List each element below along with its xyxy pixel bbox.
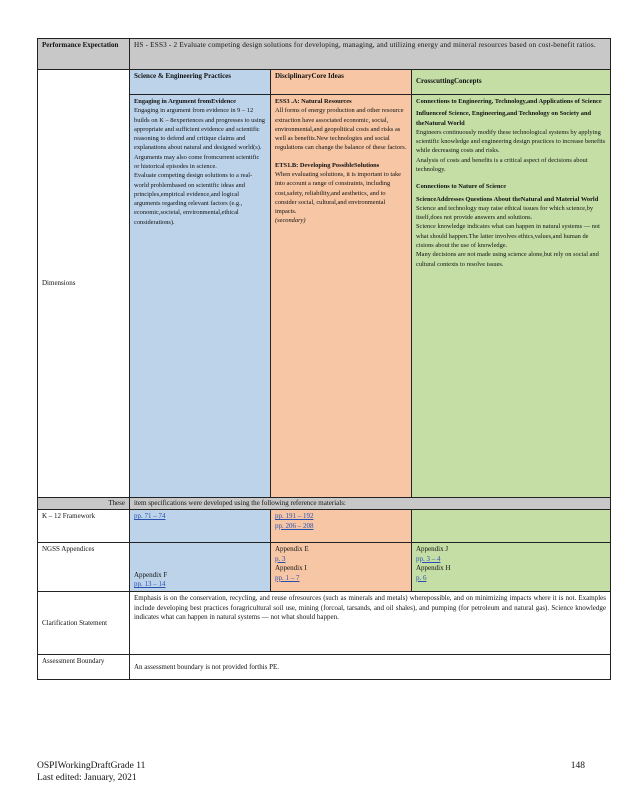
ngss-sep-link[interactable]: pp. 13 – 14 (134, 580, 166, 588)
sep-body: Engaging in argument from evidence in 9 – 12 builds on K – 8experiences and progresses to using appropriate and sufficient evidence and scientific reasoning to defend and critique claims and explanations about natural and designed world(s). Arguments may also come fromcurrent scientific or historical episodes in science. (134, 107, 265, 170)
footer-title: OSPIWorkingDraftGrade 11 (37, 761, 146, 771)
ngss-label: NGSS Appendices (38, 543, 130, 592)
ngss-ccc-appendix-1: Appendix J (416, 545, 449, 554)
ngss-sep (130, 543, 271, 592)
pe-row (38, 39, 611, 70)
assessment-row (38, 655, 611, 680)
ccc-bullet-2 (416, 156, 606, 175)
ccc-bullet-3 (416, 204, 606, 223)
k12-dci-link-1[interactable]: pp. 191 – 192 (275, 512, 314, 521)
dimensions-label: Dimensions (38, 70, 130, 498)
k12-sep (130, 510, 271, 543)
assessment-text: An assessment boundary is not provided forthis PE. (130, 655, 611, 680)
ccc-bullet-1 (416, 128, 606, 156)
k12-ccc (412, 510, 611, 543)
k12-row (38, 510, 611, 543)
dci-body-1: All forms of energy production and other resource extraction have associated economic, social, environmental,and geopolitical costs and risks as well as benefits.New technologies and social regulations can change the balance of these factors. (275, 107, 407, 152)
ngss-ccc (412, 543, 611, 592)
dci-bullet-1 (275, 106, 407, 152)
ngss-dci-link-2[interactable]: pp. 1 – 7 (275, 573, 300, 582)
ccc-b1: Engineers continuously modify these technological systems by applying scientific knowledge and engineering design practices to increase benefits while decreasing costs and risks. (416, 128, 606, 155)
ccc-header: CrosscuttingConcepts (412, 70, 611, 95)
k12-dci-link-2[interactable]: pp. 206 – 208 (275, 521, 314, 530)
assessment-label: Assessment Boundary (38, 655, 130, 680)
page-number: 148 (570, 761, 585, 771)
pe-table (37, 38, 611, 680)
dci-title-1: ESS3 .A: Natural Resources (275, 98, 352, 105)
sep-cell (130, 95, 271, 498)
dci-title-2: ETS1.B: Developing PossibleSolutions (275, 161, 380, 169)
dci-body-2: When evaluating solutions, it is important to take into account a range of constraints, including cost,safety, reliability,and aesthetics, and to consider social, cultural,and environmental impacts. (275, 170, 402, 216)
dci-cell (271, 95, 412, 498)
ccc-bullet-4 (416, 222, 606, 250)
sep-header: Science & Engineering Practices (130, 70, 271, 95)
clarification-label: Clarification Statement (38, 592, 130, 655)
footer-edited: Last edited: January, 2021 (37, 773, 137, 783)
ngss-ccc-link-1[interactable]: pp. 3 – 4 (416, 554, 441, 563)
ngss-dci (271, 543, 412, 592)
ccc-title-4: ScienceAddresses Questions About theNatural and Material World (416, 195, 599, 203)
k12-label: K – 12 Framework (38, 510, 130, 543)
ccc-b4: Science knowledge indicates what can happen in natural systems — not what should happen.The latter involves ethics,values,and human de cisions about the use of knowledge. (416, 223, 600, 249)
sep-title: Engaging in Argument fromEvidence (134, 98, 236, 105)
ngss-dci-appendix-1: Appendix E (275, 545, 309, 554)
dci-header: DisciplinaryCore Ideas (271, 70, 412, 95)
ccc-title-2: Influenceof Science, Engineering,and Technology on Society and theNatural World (416, 110, 592, 127)
sep-bullet-text: Evaluate competing design solutions to a real-world problembased on scientific ideas and principles,empirical evidence,and logical arguments regarding relevant factors (e.g., economic,societal, environmental,ethical considerations). (134, 172, 253, 226)
clarification-row (38, 592, 611, 655)
pe-text: HS - ESS3 - 2 Evaluate competing design solutions for developing, managing, and utilizing energy and mineral resources based on cost-benefit ratios. (130, 39, 611, 70)
ngss-ccc-appendix-2: Appendix H (416, 564, 451, 573)
k12-sep-link[interactable]: pp. 71 – 74 (134, 512, 166, 521)
ccc-b3: Science and technology may raise ethical issues for which science,by itself,does not provide answers and solutions. (416, 204, 594, 222)
dci-bullet-2 (275, 170, 407, 216)
ngss-row (38, 543, 611, 592)
page-footer (37, 760, 145, 784)
pe-label: Performance Expectation (38, 39, 130, 70)
ccc-cell (412, 95, 611, 498)
sep-bullet (134, 171, 266, 227)
dimensions-header-row (38, 70, 611, 95)
ccc-title-1: Connections to Engineering, Technology,and Applications of Science (416, 98, 602, 105)
reference-pre: These (38, 498, 130, 510)
k12-dci (271, 510, 412, 543)
ccc-title-3: Connections to Nature of Science (416, 183, 507, 191)
ccc-bullet-5 (416, 250, 606, 269)
reference-sentence: item specifications were developed using the following reference materials: (130, 498, 611, 510)
reference-row (38, 498, 611, 510)
ngss-dci-link-1[interactable]: p. 3 (275, 554, 286, 563)
ngss-sep-appendix: Appendix F (134, 570, 168, 579)
ngss-dci-appendix-2: Appendix I (275, 564, 307, 573)
dci-secondary: (secondary) (275, 217, 306, 225)
ccc-b5: Many decisions are not made using science alone,but rely on social and cultural contexts to resolve issues. (416, 251, 599, 268)
clarification-text: Emphasis is on the conservation, recycling, and reuse ofresources (such as minerals and metals) wherepossible, and on minimizing impacts where it is not. Examples include developing best practices foragricultural soil use, mining (forcoal, tarsands, and oil shales), and pumping (for petroleum and natural gas). Science knowledge indicates what can happen in natural systems — not what should happen. (130, 592, 611, 655)
ngss-ccc-link-2[interactable]: p. 6 (416, 573, 427, 582)
ccc-b2: Analysis of costs and benefits is a critical aspect of decisions about technology. (416, 156, 588, 173)
